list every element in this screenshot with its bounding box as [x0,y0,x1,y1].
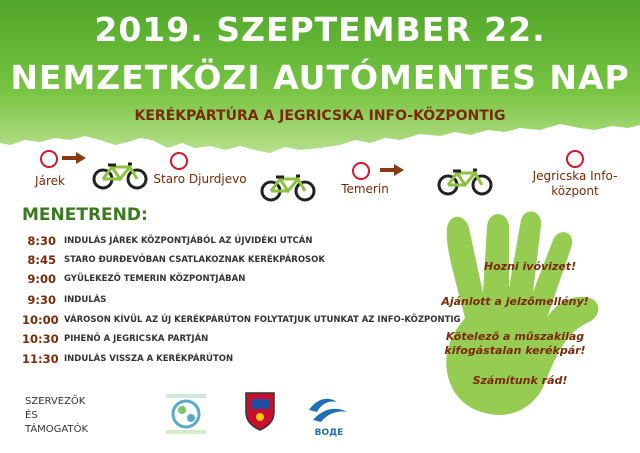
schedule-heading: MENETREND: [22,205,148,225]
arrow-right-icon [62,152,86,164]
stop-label-temerin: Temerin [341,182,389,196]
organizers-label [25,395,88,437]
stop-marker-jegricska [566,150,584,168]
schedule-row [22,232,312,250]
organizers-line1: SZERVEZŐK [25,396,86,407]
schedule-text: INDULÁS [64,295,107,305]
note-drinking-water: Hozni ivóvizet! [483,260,577,273]
schedule-text: VÁROSON KÍVÜL AZ ÚJ KERÉKPÁRÚTON FOLYTATJUK UTUNKAT AZ INFO-KÖZPONTIG [64,315,461,325]
hand-print-icon [425,208,625,423]
schedule-text: GYÜLEKEZŐ TEMERIN KÖZPONTJÁBAN [64,274,246,284]
note-count-on-you: Számítunk rád! [472,374,568,387]
schedule-time: 10:30 [22,332,59,346]
schedule-time: 10:00 [22,313,59,327]
note-bike-condition-line1: Kötelező a műszakilag [445,330,585,343]
stop-label-staro-djurdjevo: Staro Djurdjevo [153,172,247,186]
organizers-line2: ÉS [25,410,38,421]
organizers-line3: TÁMOGATÓK [25,424,89,435]
note-bike-condition-line2: kifogástalan kerékpár! [444,344,586,357]
schedule-row [22,350,233,368]
note-safety-vest: Ajánlott a jelzőmellény! [441,295,589,308]
schedule-text: PIHENŐ A JEGRICSKA PARTJÁN [64,334,209,344]
schedule-row [22,330,208,348]
title-date: 2019. SZEPTEMBER 22. [94,10,546,49]
schedule-time: 9:00 [27,272,56,286]
title-event: NEMZETKÖZI AUTÓMENTES NAP [10,58,630,97]
stop-marker-jarek [40,150,58,168]
organizer-logo-3-text: BOДE [314,428,344,438]
bicycle-icon [260,174,316,202]
schedule-time: 8:45 [27,253,56,267]
schedule-text: INDULÁS JÁREK KÖZPONTJÁBÓL AZ ÚJVIDÉKI UTCÁN [64,236,313,246]
schedule-row [22,291,106,309]
bicycle-icon [92,162,148,190]
arrow-right-icon [380,164,404,176]
bicycle-icon [437,168,493,196]
stop-label-jarek: Járek [35,174,65,188]
schedule-time: 11:30 [22,352,59,366]
subtitle: KERÉKPÁRTÚRA A JEGRICSKA INFO-KÖZPONTIG [134,108,506,124]
schedule-row [22,270,245,288]
organizer-logo-2 [243,390,277,432]
schedule-text: STARO ĐURĐEVÓBAN CSATLAKOZNAK KERÉKPÁROSOK [64,255,325,265]
stop-marker-temerin [352,162,370,180]
schedule-time: 8:30 [27,234,56,248]
organizer-logo-1 [162,388,210,440]
stop-marker-staro-djurdjevo [170,152,188,170]
schedule-row [22,251,325,269]
schedule-row [22,311,461,329]
schedule-time: 9:30 [27,293,56,307]
organizer-logo-3 [303,390,355,438]
stop-label-jegricska: Jegricska Info-központ [532,169,618,198]
schedule-text: INDULÁS VISSZA A KERÉKPÁRÚTON [64,354,234,364]
